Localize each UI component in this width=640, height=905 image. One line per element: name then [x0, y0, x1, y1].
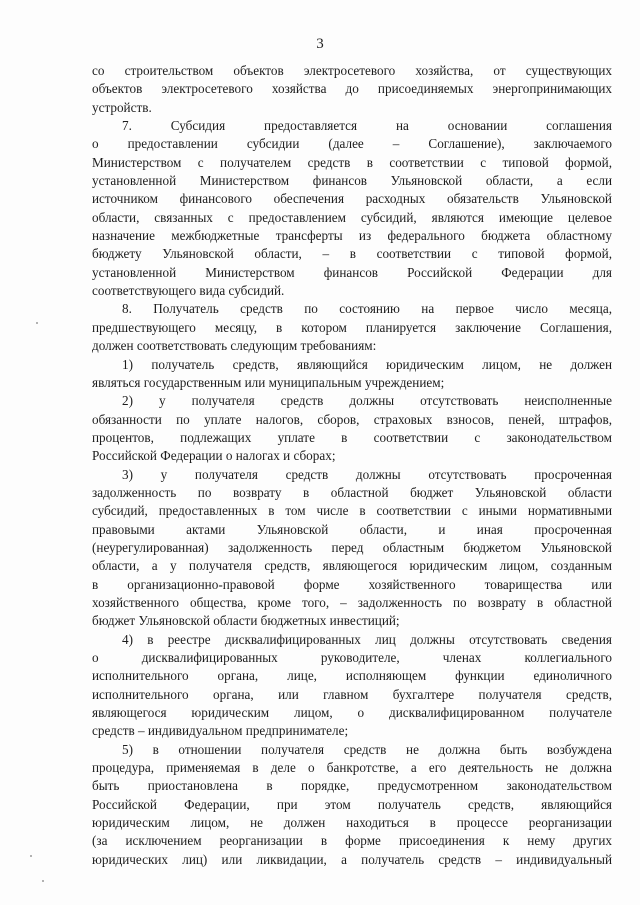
- text-line: Министерством с получателем средств в соответствии с типовой формой,: [92, 154, 612, 170]
- page-number: 3: [316, 36, 324, 52]
- text-line: предшествующего месяцу, в котором планируется заключение Соглашения,: [92, 319, 612, 335]
- text-line: являться государственным или муниципальным учреждением;: [92, 374, 445, 390]
- text-line: средств – индивидуальном предпринимателе;: [92, 723, 349, 739]
- document-body: [92, 62, 612, 869]
- text-line: (за исключением реорганизации в форме присоединения к нему других: [92, 833, 612, 849]
- text-line: 8. Получатель средств по состоянию на первое число месяца,: [122, 301, 612, 317]
- text-line: обязанности по уплате налогов, сборов, страховых взносов, пеней, штрафов,: [92, 411, 612, 427]
- text-line: бюджету Ульяновской области, – в соответствии с типовой формой,: [92, 246, 612, 262]
- text-line: исполнительного органа, лице, исполняющем функции единоличного: [92, 668, 612, 684]
- text-line: устройств.: [92, 99, 152, 115]
- text-line: 7. Субсидия предоставляется на основании соглашения: [122, 118, 612, 134]
- text-line: области, а у получателя средств, являющегося юридическим лицом, созданным: [92, 558, 612, 574]
- text-line: 5) в отношении получателя средств не должна быть возбуждена: [122, 741, 612, 757]
- scan-speck: [30, 855, 32, 857]
- text-line: Российской Федерации, при этом получатель средств, являющийся: [92, 796, 612, 812]
- text-line: установленной Министерством финансов Российской Федерации для: [92, 264, 612, 280]
- text-line: о предоставлении субсидии (далее – Соглашение), заключаемого: [92, 136, 612, 152]
- text-line: субсидий, предоставленных в том числе в соответствии с иными нормативными: [92, 503, 612, 519]
- text-line: должен соответствовать следующим требованиям:: [92, 338, 377, 354]
- text-line: (неурегулированная) задолженность перед областным бюджетом Ульяновской: [92, 539, 612, 555]
- text-line: являющегося юридическим лицом, о дисквалифицированном получателе: [92, 705, 612, 721]
- text-line: в организационно-правовой форме хозяйственного товарищества или: [92, 576, 612, 592]
- text-line: со строительством объектов электросетевого хозяйства, от существующих: [92, 63, 612, 78]
- text-line: процентов, подлежащих уплате в соответствии с законодательством: [92, 429, 612, 445]
- text-line: о дисквалифицированных руководителе, членах коллегиального: [92, 650, 612, 665]
- scan-speck: [42, 880, 44, 882]
- text-line: правовыми актами Ульяновской области, и иная просроченная: [92, 521, 612, 537]
- text-line: хозяйственного общества, кроме того, – задолженность по возврату в областной: [92, 594, 612, 610]
- text-line: юридическим лицом, не должен находиться в процессе реорганизации: [92, 815, 612, 831]
- text-line: 1) получатель средств, являющийся юридическим лицом, не должен: [122, 356, 612, 372]
- text-line: юридических лиц) или ликвидации, а получатель средств – индивидуальный: [92, 851, 612, 867]
- text-line: соответствующего вида субсидий.: [92, 283, 285, 299]
- text-line: назначение межбюджетные трансферты из федерального бюджета областному: [92, 228, 612, 244]
- text-line: бюджет Ульяновской области бюджетных инвестиций;: [92, 613, 400, 629]
- scan-speck: [36, 322, 38, 324]
- text-line: быть приостановлена в порядке, предусмотренном законодательством: [92, 778, 612, 794]
- text-line: процедура, применяемая в деле о банкротстве, а его деятельность не должна: [92, 760, 612, 776]
- text-line: установленной Министерством финансов Ульяновской области, а если: [92, 173, 612, 189]
- text-line: объектов электросетевого хозяйства до присоединяемых энергопринимающих: [92, 81, 612, 97]
- text-line: 4) в реестре дисквалифицированных лиц должны отсутствовать сведения: [122, 631, 612, 647]
- text-line: 2) у получателя средств должны отсутствовать неисполненные: [122, 393, 612, 409]
- text-line: источником финансового обеспечения расходных обязательств Ульяновской: [92, 191, 612, 207]
- text-line: исполнительного органа, или главном бухгалтере получателя средств,: [92, 686, 612, 702]
- text-line: Российской Федерации о налогах и сборах;: [92, 448, 336, 464]
- text-line: 3) у получателя средств должны отсутствовать просроченная: [122, 466, 612, 482]
- text-line: области, связанных с предоставлением субсидий, являются имеющие целевое: [92, 209, 612, 225]
- text-line: задолженность по возврату в областной бюджет Ульяновской области: [92, 484, 612, 500]
